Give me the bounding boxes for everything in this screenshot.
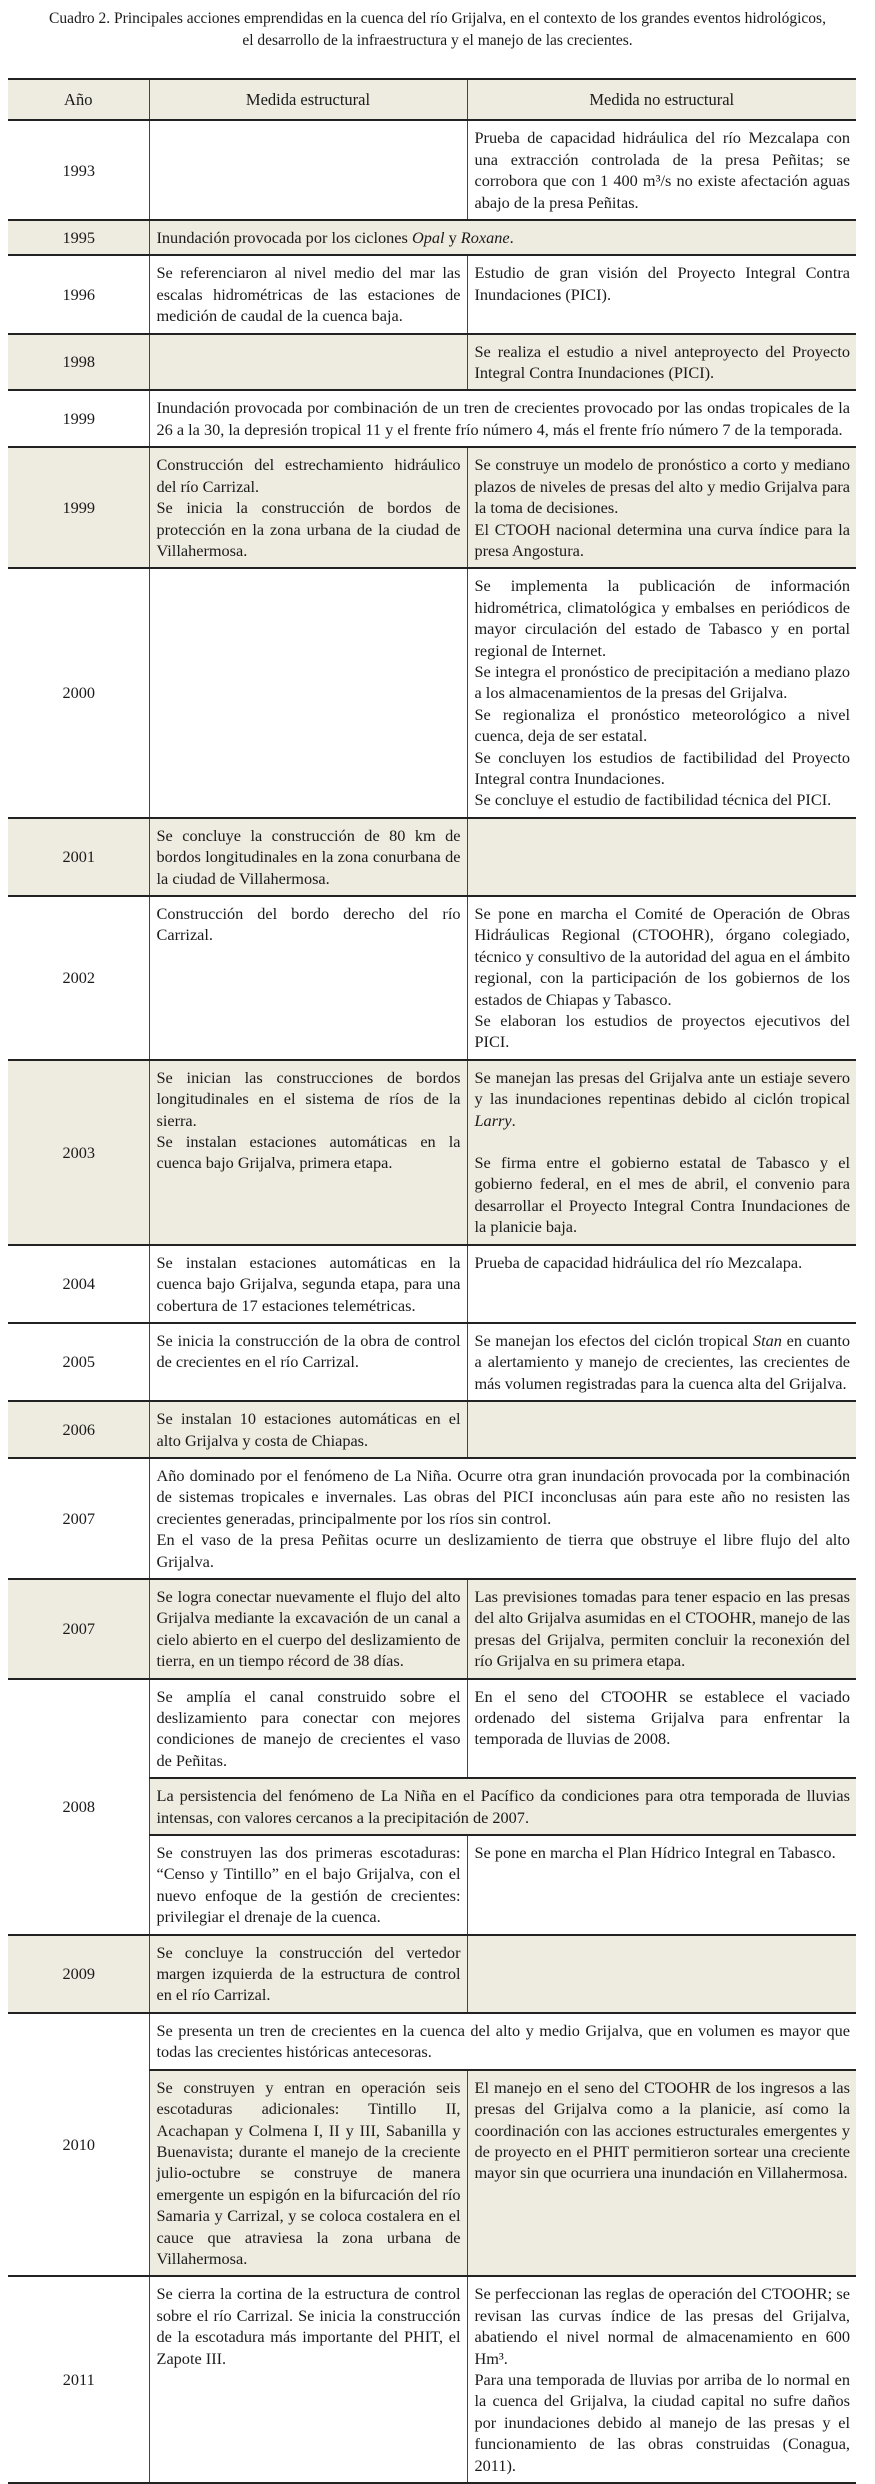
nonstructural-measure-cell bbox=[467, 896, 856, 1060]
structural-measure-cell bbox=[149, 1835, 467, 1935]
year-cell: 2008 bbox=[8, 1679, 149, 1935]
text-segment: El CTOOH nacional determina una curva índice para la presa Angostura. bbox=[474, 519, 850, 560]
cell-paragraph bbox=[475, 2077, 851, 2184]
text-segment: Se pone en marcha el Plan Hídrico Integral en Tabasco. bbox=[474, 1843, 836, 1863]
cell-paragraph bbox=[157, 1942, 461, 2006]
cell-paragraph bbox=[475, 1252, 851, 1273]
structural-measure-cell bbox=[149, 896, 467, 1060]
cell-paragraph bbox=[157, 2020, 851, 2063]
text-segment: Se construyen las dos primeras escotaduras: “Censo y Tintillo” en el bajo Grijalva, con el nuevo enfoque de la gestión de crecientes: privilegiar el drenaje de la cuenca. bbox=[156, 1843, 461, 1927]
year-cell: 2001 bbox=[8, 818, 149, 896]
table-row bbox=[8, 1458, 856, 1579]
structural-measure-cell bbox=[149, 1401, 467, 1458]
text-segment: Se presenta un tren de crecientes en la cuenca del alto y medio Grijalva, que en volumen es mayor que todas las crecientes históricas antecesoras. bbox=[156, 2020, 850, 2062]
cell-paragraph bbox=[475, 1686, 851, 1750]
nonstructural-measure-cell bbox=[467, 334, 856, 391]
nonstructural-measure-cell bbox=[467, 1935, 856, 2013]
text-segment: Se concluyen los estudios de factibilidad del Proyecto Integral contra Inundaciones. bbox=[474, 747, 850, 788]
text-segment: La persistencia del fenómeno de La Niña en el Pacífico da condiciones para otra temporada de lluvias intensas, con valores cercanos a la precipitación de 2007. bbox=[156, 1786, 850, 1827]
event-cell bbox=[149, 2013, 856, 2070]
cell-paragraph bbox=[475, 262, 851, 305]
cell-paragraph bbox=[157, 397, 851, 440]
text-segment: En el vaso de la presa Peñitas ocurre un deslizamiento de tierra que obstruye el libre flujo del alto Grijalva. bbox=[156, 1530, 850, 1571]
text-segment: Se amplía el canal construido sobre el deslizamiento para conectar con mejores condiciones de manejo de crecientes el vaso de Peñitas. bbox=[156, 1686, 461, 1770]
year-cell: 1995 bbox=[8, 220, 149, 255]
cell-paragraph bbox=[475, 1152, 851, 1238]
nonstructural-measure-cell bbox=[467, 120, 856, 220]
text-segment: Inundación provocada por los ciclones bbox=[156, 228, 412, 248]
nonstructural-measure-cell bbox=[467, 568, 856, 817]
structural-measure-cell bbox=[149, 818, 467, 896]
nonstructural-measure-cell bbox=[467, 1679, 856, 1779]
italic-name: Roxane bbox=[460, 228, 510, 248]
structural-measure-cell bbox=[149, 2070, 467, 2277]
nonstructural-measure-cell bbox=[467, 1401, 856, 1458]
structural-measure-cell bbox=[149, 568, 467, 817]
text-segment: Inundación provocada por combinación de un tren de crecientes provocado por las ondas tropicales de la 26 a la 30, la depresión tropical 11 y el frente frío número 4, más el frente frío número 7 de la temporada. bbox=[156, 398, 850, 439]
cell-paragraph bbox=[475, 519, 851, 562]
italic-name: Opal bbox=[411, 228, 445, 248]
year-cell: 2009 bbox=[8, 1935, 149, 2013]
table-row bbox=[8, 120, 856, 220]
year-cell: 2003 bbox=[8, 1060, 149, 1245]
table-row bbox=[8, 1401, 856, 1458]
cell-paragraph bbox=[157, 2077, 461, 2270]
structural-measure-cell bbox=[149, 1323, 467, 1401]
cell-paragraph bbox=[157, 1067, 461, 1131]
year-cell: 1998 bbox=[8, 334, 149, 391]
text-segment: Se regionaliza el pronóstico meteorológico a nivel cuenca, deja de ser estatal. bbox=[474, 704, 850, 746]
year-cell: 2006 bbox=[8, 1401, 149, 1458]
table-row bbox=[8, 1935, 856, 2013]
table-row bbox=[8, 818, 856, 896]
text-segment: Se pone en marcha el Comité de Operación de Obras Hidráulicas Regional (CTOOHR), órgano colegiado, técnico y consultivo de la autoridad del agua en el ámbito regional, con la participación de los gobiernos de los estados de Chiapas y Tabasco. bbox=[474, 904, 850, 1009]
cell-paragraph bbox=[157, 1842, 461, 1928]
structural-measure-cell bbox=[149, 1579, 467, 1679]
text-segment: Se realiza el estudio a nivel anteproyecto del Proyecto Integral Contra Inundaciones (PICI). bbox=[474, 341, 850, 383]
cell-paragraph bbox=[475, 341, 851, 384]
event-cell bbox=[149, 390, 856, 447]
structural-measure-cell bbox=[149, 1245, 467, 1323]
nonstructural-measure-cell bbox=[467, 447, 856, 568]
structural-measure-cell bbox=[149, 1679, 467, 1779]
cell-paragraph bbox=[157, 903, 461, 946]
structural-measure-cell bbox=[149, 255, 467, 333]
text-segment: Se manejan las presas del Grijalva ante un estiaje severo y las inundaciones repentinas debido al ciclón tropical bbox=[474, 1067, 850, 1109]
cell-paragraph bbox=[157, 1465, 851, 1529]
cell-paragraph bbox=[157, 1586, 461, 1672]
structural-measure-cell bbox=[149, 447, 467, 568]
text-segment: Prueba de capacidad hidráulica del río Mezcalapa con una extracción controlada de la presa Peñitas; se corrobora que con 1 400 m³/s no existe afectación aguas abajo de la presa Peñitas. bbox=[474, 128, 850, 212]
text-segment: y bbox=[444, 228, 461, 248]
text-segment: Se cierra la cortina de la estructura de control sobre el río Carrizal. Se inicia la construcción de la escotadura más importante del PHIT, el Zapote III. bbox=[156, 2284, 461, 2368]
text-segment: . bbox=[511, 1110, 516, 1130]
text-segment: Las previsiones tomadas para tener espacio en las presas del alto Grijalva asumidas en el CTOOHR, manejo de las presas del Grijalva, permiten concluir la reconexión del río Grijalva en su primera etapa. bbox=[474, 1586, 850, 1671]
year-cell: 1999 bbox=[8, 390, 149, 447]
table-caption bbox=[0, 0, 875, 52]
table-header-row bbox=[8, 79, 856, 120]
structural-measure-cell bbox=[149, 1060, 467, 1245]
cell-paragraph bbox=[475, 903, 851, 1010]
text-segment: Se elaboran los estudios de proyectos ejecutivos del PICI. bbox=[474, 1011, 850, 1052]
year-cell: 2007 bbox=[8, 1579, 149, 1679]
cell-paragraph bbox=[475, 127, 851, 213]
table-row bbox=[8, 1579, 856, 1679]
cell-paragraph bbox=[475, 575, 851, 661]
cell-paragraph bbox=[475, 789, 851, 810]
cell-paragraph bbox=[475, 1586, 851, 1672]
text-segment: Se concluye el estudio de factibilidad técnica del PICI. bbox=[474, 790, 832, 810]
table-row bbox=[8, 1245, 856, 1323]
text-segment: Se integra el pronóstico de precipitación a mediano plazo a los almacenamientos de la presas del Grijalva. bbox=[474, 661, 850, 703]
text-segment: Se manejan los efectos del ciclón tropical bbox=[474, 1330, 753, 1350]
cell-paragraph bbox=[157, 825, 461, 889]
table-row bbox=[8, 1060, 856, 1245]
actions-table bbox=[8, 78, 856, 2484]
nonstructural-measure-cell bbox=[467, 1245, 856, 1323]
year-cell: 2000 bbox=[8, 568, 149, 817]
text-segment: Se instalan estaciones automáticas en la cuenca bajo Grijalva, primera etapa. bbox=[156, 1132, 461, 1173]
text-segment: El manejo en el seno del CTOOHR de los ingresos a las presas del Grijalva como a la planicie, así como la coordinación con las acciones estructurales emergentes y de proyecto en el PHIT permitieron sortear una creciente mayor sin que ocurriera una inundación en Villahermosa. bbox=[474, 2077, 850, 2183]
header-structural: Medida estructural bbox=[149, 79, 467, 120]
cell-paragraph bbox=[475, 1330, 851, 1394]
nonstructural-measure-cell bbox=[467, 2276, 856, 2483]
nonstructural-measure-cell bbox=[467, 1060, 856, 1245]
year-cell: 2010 bbox=[8, 2013, 149, 2276]
cell-paragraph bbox=[475, 747, 851, 790]
table-row bbox=[8, 896, 856, 1060]
text-segment: Se perfeccionan las reglas de operación del CTOOHR; se revisan las curvas índice de las presas del Grijalva, abatiendo el nivel normal de almacenamiento en 600 Hm³. bbox=[474, 2284, 850, 2368]
cell-paragraph bbox=[157, 497, 461, 561]
table-row bbox=[8, 1323, 856, 1401]
text-segment: en cuanto a alertamiento y manejo de crecientes, las crecientes de más volumen registradas para la cuenca alta del Grijalva. bbox=[474, 1330, 851, 1393]
text-segment: Se logra conectar nuevamente el flujo del alto Grijalva mediante la excavación de un canal a cielo abierto en el cuerpo del deslizamiento de tierra, en un tiempo récord de 38 días. bbox=[156, 1586, 461, 1671]
header-year: Año bbox=[8, 79, 149, 120]
text-segment: Se instalan estaciones automáticas en la cuenca bajo Grijalva, segunda etapa, para una cobertura de 17 estaciones telemétricas. bbox=[156, 1252, 461, 1315]
cell-paragraph bbox=[157, 1408, 461, 1451]
cell-paragraph bbox=[475, 704, 851, 747]
text-segment: Se instalan 10 estaciones automáticas en el alto Grijalva y costa de Chiapas. bbox=[156, 1409, 461, 1450]
cell-paragraph bbox=[475, 1010, 851, 1053]
text-segment: Se referenciaron al nivel medio del mar las escalas hidrométricas de las estaciones de medición de caudal de la cuenca baja. bbox=[156, 263, 461, 326]
table-body bbox=[8, 120, 856, 2483]
text-segment: Se inician las construcciones de bordos longitudinales en el sistema de ríos de la sierra. bbox=[156, 1067, 461, 1130]
event-cell bbox=[149, 1458, 856, 1579]
text-segment: Construcción del estrechamiento hidráulico del río Carrizal. bbox=[156, 455, 461, 496]
cell-paragraph bbox=[157, 1529, 851, 1572]
table-row bbox=[8, 2276, 856, 2483]
cell-paragraph bbox=[157, 1785, 851, 1828]
text-segment: Construcción del bordo derecho del río Carrizal. bbox=[156, 904, 461, 945]
structural-measure-cell bbox=[149, 334, 467, 391]
text-segment: Se firma entre el gobierno estatal de Tabasco y el gobierno federal, en el mes de abril, el convenio para desarrollar el Proyecto Integral Contra Inundaciones de la planicie baja. bbox=[474, 1153, 850, 1237]
table-row bbox=[8, 1679, 856, 1779]
event-cell bbox=[149, 220, 856, 255]
year-cell: 2005 bbox=[8, 1323, 149, 1401]
table-row bbox=[8, 568, 856, 817]
cell-paragraph bbox=[157, 227, 851, 248]
table-row bbox=[8, 334, 856, 391]
header-nonstructural: Medida no estructural bbox=[467, 79, 856, 120]
nonstructural-measure-cell bbox=[467, 1579, 856, 1679]
text-segment: . bbox=[509, 228, 514, 248]
year-cell: 1999 bbox=[8, 447, 149, 568]
structural-measure-cell bbox=[149, 1935, 467, 2013]
table-row bbox=[8, 447, 856, 568]
text-segment: Prueba de capacidad hidráulica del río Mezcalapa. bbox=[474, 1252, 803, 1272]
nonstructural-measure-cell bbox=[467, 255, 856, 333]
table-row bbox=[8, 390, 856, 447]
year-cell: 2011 bbox=[8, 2276, 149, 2483]
text-segment: Año dominado por el fenómeno de La Niña. Ocurre otra gran inundación provocada por la combinación de sistemas tropicales e invernales. Las obras del PICI inconclusas aún para este año no resisten las crecientes generadas, principalmente por los ríos sin control. bbox=[156, 1465, 850, 1528]
nonstructural-measure-cell bbox=[467, 2070, 856, 2277]
text-segment: Se concluye la construcción del vertedor margen izquierda de la estructura de control en el río Carrizal. bbox=[156, 1942, 461, 2005]
year-cell: 2004 bbox=[8, 1245, 149, 1323]
event-cell bbox=[149, 1778, 856, 1835]
year-cell: 2002 bbox=[8, 896, 149, 1060]
text-segment: Se inicia la construcción de la obra de control de crecientes en el río Carrizal. bbox=[156, 1330, 461, 1372]
text-segment: Se concluye la construcción de 80 km de bordos longitudinales en la zona conurbana de la ciudad de Villahermosa. bbox=[156, 825, 461, 888]
nonstructural-measure-cell bbox=[467, 818, 856, 896]
text-segment: Para una temporada de lluvias por arriba de lo normal en la cuenca del Grijalva, la ciudad capital no sufre daños por inundaciones debido al manejo de las presas y el funcionamiento de las obras construidas (Conagua, 2011). bbox=[474, 2369, 850, 2475]
table-row bbox=[8, 255, 856, 333]
text-segment: Se construyen y entran en operación seis escotaduras adicionales: Tintillo II, Acachapan y Colmena I, II y III, Sabanilla y Buenavista; durante el manejo de la creciente julio-octubre se construye de manera emergente un espigón en la bifurcación del río Samaria y Carrizal, y se coloca costalera en el cauce que atraviesa la zona urbana de Villahermosa. bbox=[156, 2077, 461, 2268]
cell-paragraph bbox=[475, 2283, 851, 2369]
text-segment: En el seno del CTOOHR se establece el vaciado ordenado del sistema Grijalva para enfrentar la temporada de lluvias de 2008. bbox=[474, 1686, 850, 1749]
italic-name: Larry bbox=[474, 1110, 512, 1130]
table-row bbox=[8, 220, 856, 255]
cell-paragraph bbox=[157, 262, 461, 326]
cell-paragraph bbox=[475, 1842, 851, 1863]
cell-paragraph bbox=[157, 1252, 461, 1316]
cell-paragraph bbox=[475, 1067, 851, 1131]
cell-paragraph bbox=[157, 1330, 461, 1373]
caption-line-2: el desarrollo de la infraestructura y el manejo de las crecientes. bbox=[242, 32, 633, 49]
cell-paragraph bbox=[475, 661, 851, 704]
caption-line-1: Cuadro 2. Principales acciones emprendidas en la cuenca del río Grijalva, en el contexto de los grandes eventos hidrológicos, bbox=[49, 10, 826, 27]
nonstructural-measure-cell bbox=[467, 1835, 856, 1935]
cell-paragraph bbox=[157, 454, 461, 497]
cell-paragraph bbox=[157, 2283, 461, 2369]
table-row bbox=[8, 2013, 856, 2070]
cell-paragraph bbox=[475, 2369, 851, 2476]
structural-measure-cell bbox=[149, 120, 467, 220]
cell-paragraph bbox=[157, 1686, 461, 1772]
text-segment: Se implementa la publicación de información hidrométrica, climatológica y embalses en periódicos de mayor circulación del estado de Tabasco y en portal regional de Internet. bbox=[474, 576, 850, 660]
year-cell: 1996 bbox=[8, 255, 149, 333]
italic-name: Stan bbox=[752, 1330, 782, 1350]
cell-paragraph bbox=[157, 1131, 461, 1174]
text-segment: Se inicia la construcción de bordos de protección en la zona urbana de la ciudad de Villahermosa. bbox=[156, 498, 461, 560]
text-segment: Estudio de gran visión del Proyecto Integral Contra Inundaciones (PICI). bbox=[474, 263, 850, 304]
text-segment: Se construye un modelo de pronóstico a corto y mediano plazos de niveles de presas del alto y medio Grijalva para la toma de decisiones. bbox=[474, 455, 850, 518]
nonstructural-measure-cell bbox=[467, 1323, 856, 1401]
year-cell: 1993 bbox=[8, 120, 149, 220]
structural-measure-cell bbox=[149, 2276, 467, 2483]
cell-paragraph bbox=[475, 454, 851, 518]
year-cell: 2007 bbox=[8, 1458, 149, 1579]
